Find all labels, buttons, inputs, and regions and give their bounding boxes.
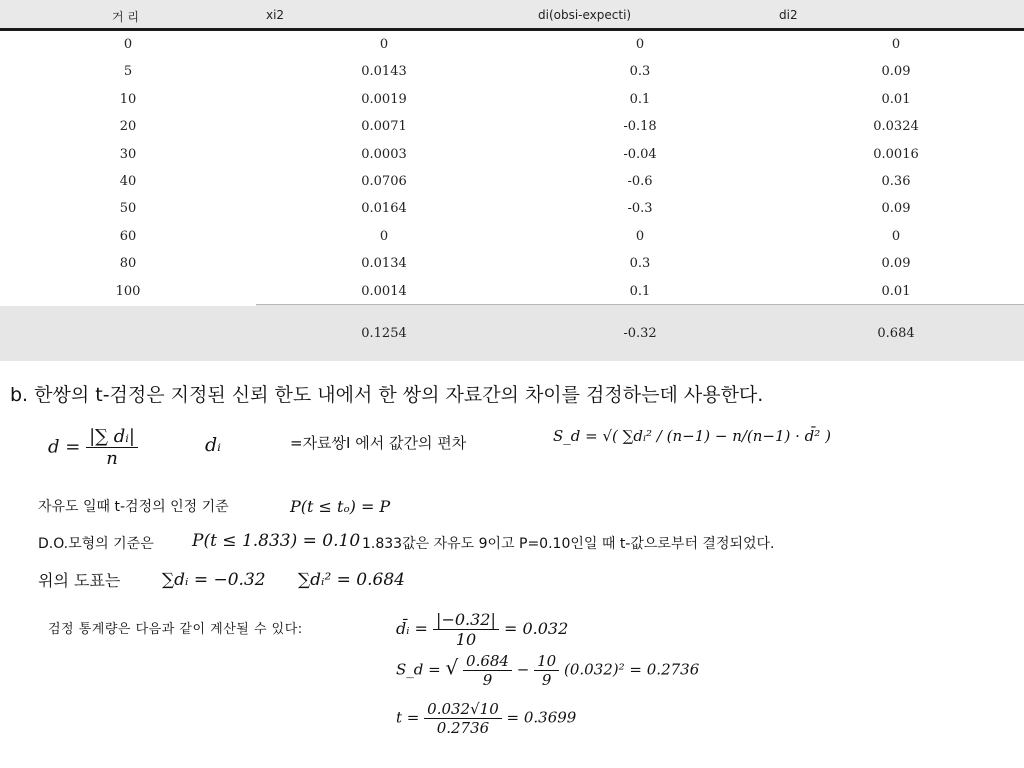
header-di2: di2 xyxy=(779,8,798,22)
total-di: -0.32 xyxy=(623,326,657,341)
table-cell: 0 xyxy=(379,228,389,244)
formula-t-frac xyxy=(424,700,502,737)
formula-p-do: P(t ≤ 1.833) = 0.10 xyxy=(192,531,361,551)
table-row xyxy=(0,86,1024,113)
section-title: b. 한쌍의 t-검정은 지정된 신뢰 한도 내에서 한 쌍의 자료간의 차이를 검정하는데 사용한다. xyxy=(10,384,764,406)
formula-sd-body: √( ∑dᵢ² / (n−1) − n/(n−1) · d̄² ) xyxy=(602,427,831,445)
formula-sd-calc-minus: − xyxy=(516,660,530,679)
formula-t-den: 0.2736 xyxy=(436,719,490,737)
formula-dbar-rhs: = 0.032 xyxy=(503,619,569,638)
table-cell: 0.0016 xyxy=(873,146,919,162)
formula-d xyxy=(48,426,138,469)
table-cell: -0.3 xyxy=(627,201,653,217)
formula-sd-calc-frac-b xyxy=(534,652,559,689)
table-total-gap xyxy=(0,303,256,306)
formula-d-den: n xyxy=(106,448,118,469)
formula-dbar xyxy=(396,610,568,649)
formula-di-symbol: dᵢ xyxy=(205,434,221,456)
table-cell: 0 xyxy=(891,228,901,244)
formula-sd-calc-frac-a xyxy=(463,652,512,689)
table-cell: 0.3 xyxy=(629,64,651,80)
formula-dbar-lhs: d̄ᵢ = xyxy=(396,619,428,638)
formula-sd-calc xyxy=(396,652,699,689)
table-cell: 0.0003 xyxy=(361,146,407,162)
table-cell: -0.18 xyxy=(623,119,657,135)
table-header xyxy=(0,0,1024,31)
table-cell: 0.0019 xyxy=(361,91,407,107)
table-row xyxy=(0,168,1024,195)
formula-sd xyxy=(553,427,831,445)
table-cell: 30 xyxy=(119,146,137,162)
table-cell: 0.01 xyxy=(881,283,911,299)
table-cell: 0.36 xyxy=(881,173,911,189)
table-cell: -0.04 xyxy=(623,146,657,162)
table-cell: 0.0706 xyxy=(361,173,407,189)
table-cell: 0 xyxy=(891,37,901,52)
total-xi2: 0.1254 xyxy=(361,326,407,341)
table-cell: 0.09 xyxy=(881,256,911,272)
table-total-row xyxy=(0,304,1024,361)
formula-dbar-den: 10 xyxy=(455,630,477,649)
dof-criterion-text: 자유도 일때 t-검정의 인정 기준 xyxy=(38,499,229,515)
pair-description: =자료쌍I 에서 값간의 편차 xyxy=(290,434,467,452)
formula-d-lhs: d = xyxy=(48,436,81,458)
formula-dbar-frac xyxy=(433,610,499,649)
test-statistic-label: 검정 통계량은 다음과 같이 계산될 수 있다: xyxy=(48,622,303,637)
table-cell: 0.0014 xyxy=(361,283,407,299)
formula-t-num: 0.032√10 xyxy=(424,700,502,719)
table-cell: 0 xyxy=(635,37,645,52)
formula-sd-calc-b-num: 10 xyxy=(534,652,559,671)
table-cell: 0.09 xyxy=(881,64,911,80)
header-di: di(obsi-expecti) xyxy=(538,8,632,22)
do-criterion-prefix: D.O.모형의 기준은 xyxy=(38,536,154,552)
table-cell: 0 xyxy=(123,37,133,52)
formula-sd-calc-b-den: 9 xyxy=(541,671,552,689)
formula-t-rhs: = 0.3699 xyxy=(506,708,577,727)
table-cell: 0.0324 xyxy=(873,119,919,135)
table-cell: 0.1 xyxy=(629,91,651,107)
formula-d-frac xyxy=(86,426,138,469)
table-cell: 0.0071 xyxy=(361,119,407,135)
table-cell: 60 xyxy=(119,228,137,244)
formula-sum-di: ∑dᵢ = −0.32 xyxy=(162,570,266,590)
do-criterion-suffix: 1.833값은 자유도 9이고 P=0.10인일 때 t-값으로부터 결정되었다. xyxy=(362,536,775,552)
formula-sd-calc-a-num: 0.684 xyxy=(463,652,512,671)
table-cell: 80 xyxy=(119,256,137,272)
table-summary-label: 위의 도표는 xyxy=(38,571,121,590)
formula-sd-calc-lhs: S_d = xyxy=(396,660,441,679)
table-row xyxy=(0,195,1024,222)
table-cell: 0 xyxy=(379,37,389,52)
table-cell: 0.3 xyxy=(629,256,651,272)
table-cell: 0.09 xyxy=(881,201,911,217)
table-row xyxy=(0,113,1024,140)
table-cell: 40 xyxy=(119,173,137,189)
formula-sd-calc-a-den: 9 xyxy=(482,671,493,689)
table-cell: 0.0143 xyxy=(361,64,407,80)
table-row xyxy=(0,58,1024,85)
table-cell: 0.01 xyxy=(881,91,911,107)
formula-sd-lhs: S_d = xyxy=(553,427,598,445)
sqrt-icon: √ xyxy=(445,655,459,680)
table-cell: 10 xyxy=(119,91,137,107)
formula-t-lhs: t = xyxy=(396,708,420,727)
table-cell: 0.0134 xyxy=(361,256,407,272)
formula-p-criterion: P(t ≤ tₒ) = P xyxy=(290,497,391,516)
table-body xyxy=(0,31,1024,305)
table-cell: 5 xyxy=(123,64,133,80)
table-row xyxy=(0,278,1024,305)
table-row xyxy=(0,141,1024,168)
formula-dbar-num: |−0.32| xyxy=(433,610,499,630)
table-cell: 0 xyxy=(635,228,645,244)
formula-t xyxy=(396,700,576,737)
formula-d-num: |∑ dᵢ| xyxy=(86,426,138,448)
formula-sd-calc-tail: (0.032)² = 0.2736 xyxy=(564,660,700,679)
table-cell: 50 xyxy=(119,201,137,217)
formula-sum-di2: ∑dᵢ² = 0.684 xyxy=(298,570,405,590)
table-row xyxy=(0,31,1024,58)
header-distance: 거 리 xyxy=(112,10,139,24)
table-cell: 0.0164 xyxy=(361,201,407,217)
total-di2: 0.684 xyxy=(877,326,915,341)
table-cell: -0.6 xyxy=(627,173,653,189)
table-cell: 20 xyxy=(119,119,137,135)
table-row xyxy=(0,223,1024,250)
header-xi2: xi2 xyxy=(266,8,285,22)
table-cell: 100 xyxy=(115,283,141,299)
table-cell: 0.1 xyxy=(629,283,651,299)
table-row xyxy=(0,250,1024,277)
